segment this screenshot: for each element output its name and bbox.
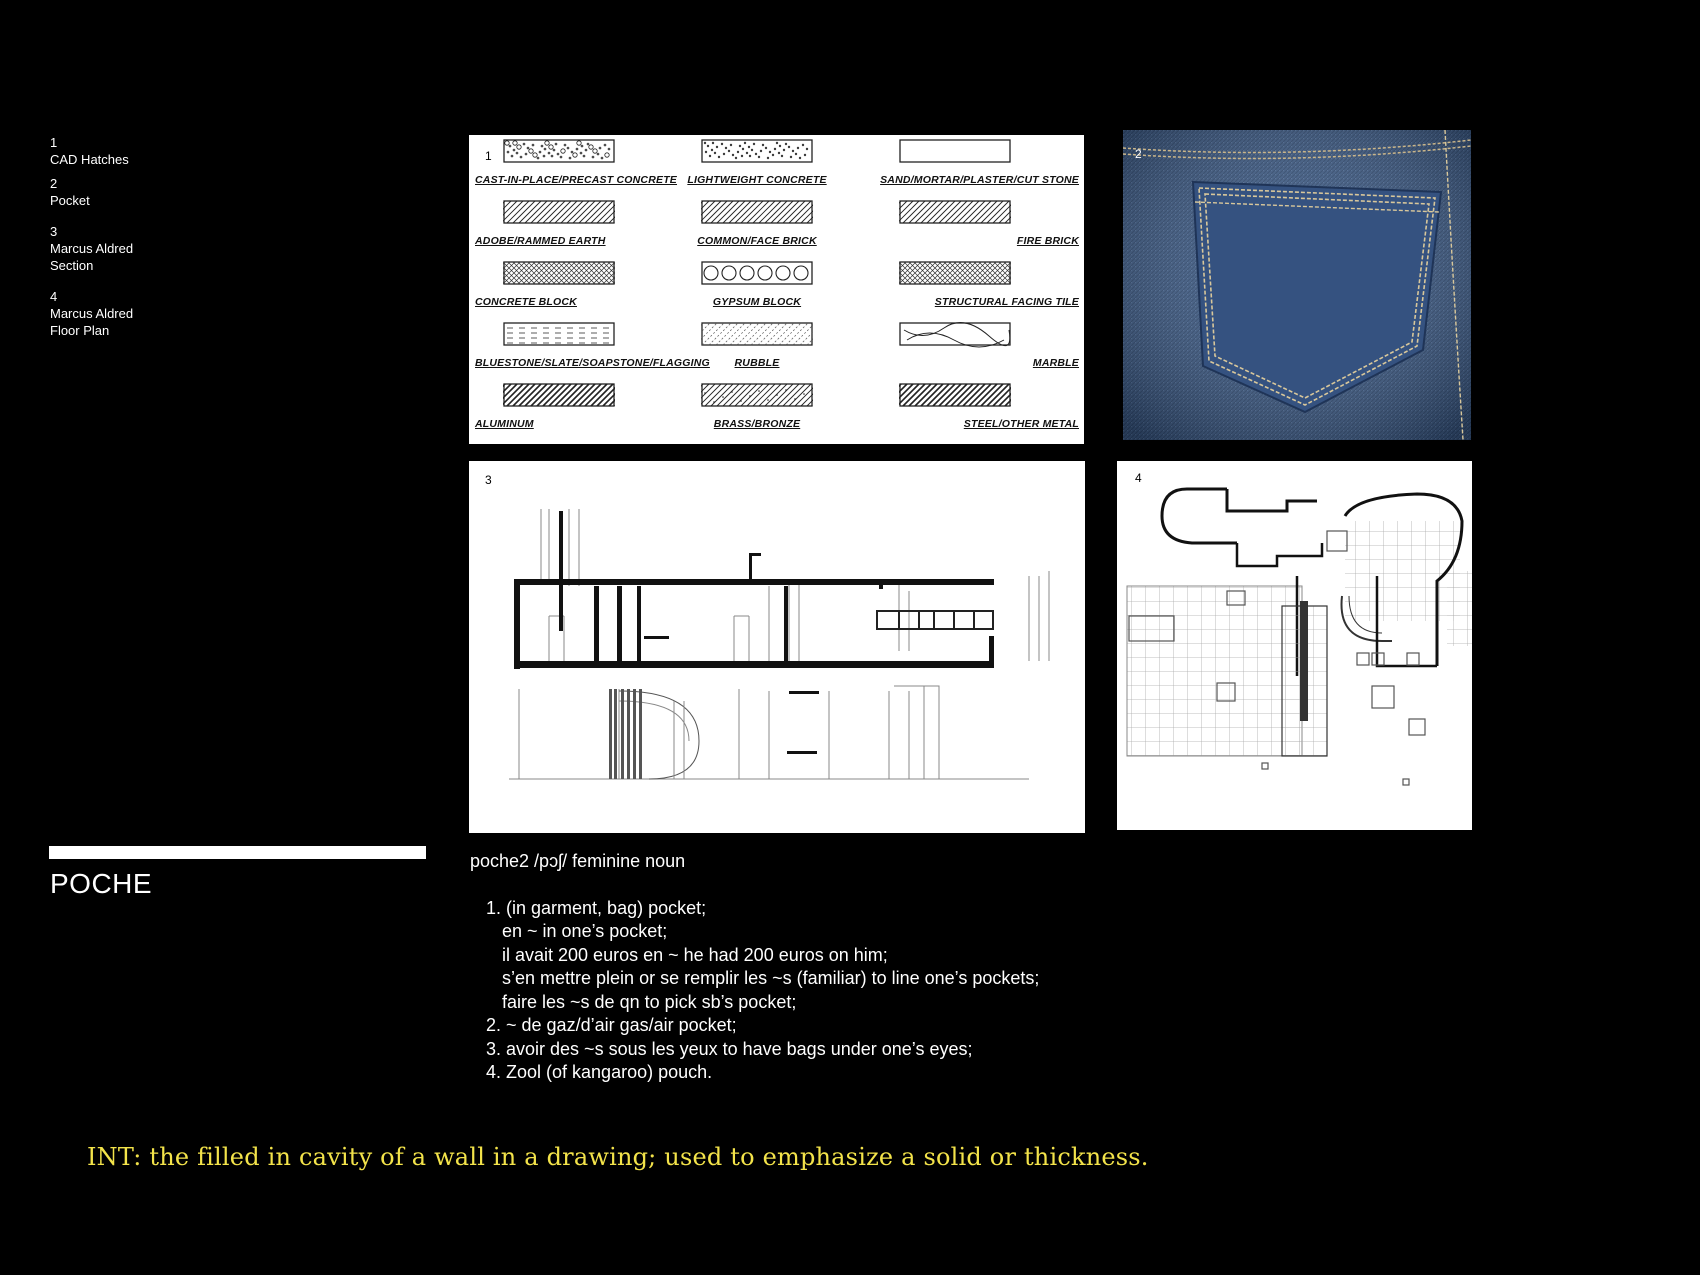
definition-line: s’en mettre plein or se remplir les ~s (familiar) to line one’s pockets;	[502, 968, 1040, 988]
caption-number: 2	[50, 176, 58, 191]
hatch-swatch	[503, 139, 615, 165]
hatch-swatch	[899, 261, 1011, 287]
hatch-item	[899, 198, 1079, 258]
pocket-photo-panel	[1123, 130, 1471, 440]
panel-number: 2	[1135, 147, 1142, 161]
hatch-label: LIGHTWEIGHT CONCRETE	[687, 174, 827, 186]
panel-number: 3	[485, 473, 492, 487]
panel-number: 4	[1135, 471, 1142, 485]
hatch-label: STEEL/OTHER METAL	[963, 418, 1079, 430]
definition-line: 4. Zool (of kangaroo) pouch.	[486, 1062, 713, 1082]
caption-item	[50, 175, 250, 209]
hatch-item	[475, 320, 710, 380]
hatch-item	[899, 320, 1079, 380]
page-title: POCHE	[50, 868, 153, 899]
hatch-swatch	[899, 139, 1011, 165]
caption-text: Marcus Aldred	[50, 306, 134, 321]
definition-line: en ~ in one’s pocket;	[502, 921, 668, 941]
hatch-swatch	[701, 139, 813, 165]
floor-plan-panel	[1117, 461, 1472, 830]
caption-number: 3	[50, 224, 58, 239]
definition-headword: poche2 /pɔʃ/ feminine noun	[470, 851, 686, 871]
hatch-swatch	[503, 261, 615, 287]
hatch-item	[899, 381, 1079, 441]
hatch-label: MARBLE	[1032, 357, 1079, 369]
title-rule	[49, 846, 426, 859]
hatch-swatch	[503, 322, 615, 348]
hatch-label: FIRE BRICK	[1016, 235, 1079, 247]
caption-text: Pocket	[50, 193, 90, 208]
floor-plan-drawing	[1117, 461, 1472, 830]
hatch-swatch	[701, 383, 813, 409]
definition-line: 1. (in garment, bag) pocket;	[486, 897, 707, 918]
hatch-label: GYPSUM BLOCK	[712, 296, 802, 308]
hatch-swatch	[899, 383, 1011, 409]
hatch-item	[697, 198, 881, 258]
hatch-item	[475, 381, 655, 441]
hatch-item	[701, 259, 881, 319]
hatch-item	[475, 137, 678, 197]
panel-number: 1	[485, 149, 492, 163]
cad-hatches-panel	[469, 135, 1084, 444]
caption-text: CAD Hatches	[50, 152, 129, 167]
hatch-swatch	[899, 200, 1011, 226]
hatch-label: BRASS/BRONZE	[713, 418, 801, 430]
hatch-label: ADOBE/RAMMED EARTH	[475, 235, 606, 247]
caption-list	[50, 134, 250, 346]
hatch-item	[899, 259, 1079, 319]
caption-item	[50, 288, 250, 339]
hatch-swatch	[701, 261, 813, 287]
hatch-swatch	[701, 322, 813, 348]
hatch-item	[701, 381, 881, 441]
definition-senses	[470, 897, 1110, 1085]
section-drawing	[469, 461, 1085, 833]
hatch-item	[880, 137, 1079, 197]
denim-pocket-image	[1123, 130, 1471, 440]
hatch-label: RUBBLE	[734, 357, 780, 369]
caption-text: Floor Plan	[50, 323, 110, 338]
hatch-item	[475, 198, 655, 258]
hatch-label: STRUCTURAL FACING TILE	[934, 296, 1079, 308]
definition-line: 2. ~ de gaz/d’air gas/air pocket;	[486, 1015, 737, 1035]
hatch-label: CONCRETE BLOCK	[475, 296, 577, 308]
hatch-swatch	[701, 200, 813, 226]
caption-item	[50, 134, 250, 168]
hatch-label: COMMON/FACE BRICK	[697, 235, 817, 247]
hatch-swatch	[503, 200, 615, 226]
hatch-label: CAST-IN-PLACE/PRECAST CONCRETE	[475, 174, 678, 186]
hatch-label: BLUESTONE/SLATE/SOAPSTONE/FLAGGING	[475, 357, 710, 369]
definition-line: 3. avoir des ~s sous les yeux to have bags under one’s eyes;	[486, 1038, 973, 1059]
hatch-item	[475, 259, 655, 319]
caption-number: 4	[50, 289, 58, 304]
caption-text: Marcus Aldred	[50, 241, 134, 256]
hatch-label: SAND/MORTAR/PLASTER/CUT STONE	[880, 174, 1079, 186]
hatch-swatch	[503, 383, 615, 409]
hatch-swatch	[899, 322, 1011, 348]
caption-text: Section	[50, 258, 94, 273]
dictionary-definition	[470, 850, 1110, 1085]
hatch-item	[701, 320, 881, 380]
section-drawing-panel	[469, 461, 1085, 833]
definition-line: il avait 200 euros en ~ he had 200 euros on him;	[502, 944, 888, 965]
interpretation-text: INT: the filled in cavity of a wall in a drawing; used to emphasize a solid or thickness.	[87, 1143, 1149, 1171]
hatch-label: ALUMINUM	[475, 418, 534, 430]
caption-item	[50, 223, 250, 274]
caption-number: 1	[50, 135, 58, 150]
definition-line: faire les ~s de qn to pick sb’s pocket;	[502, 991, 797, 1012]
hatch-item	[687, 137, 881, 197]
